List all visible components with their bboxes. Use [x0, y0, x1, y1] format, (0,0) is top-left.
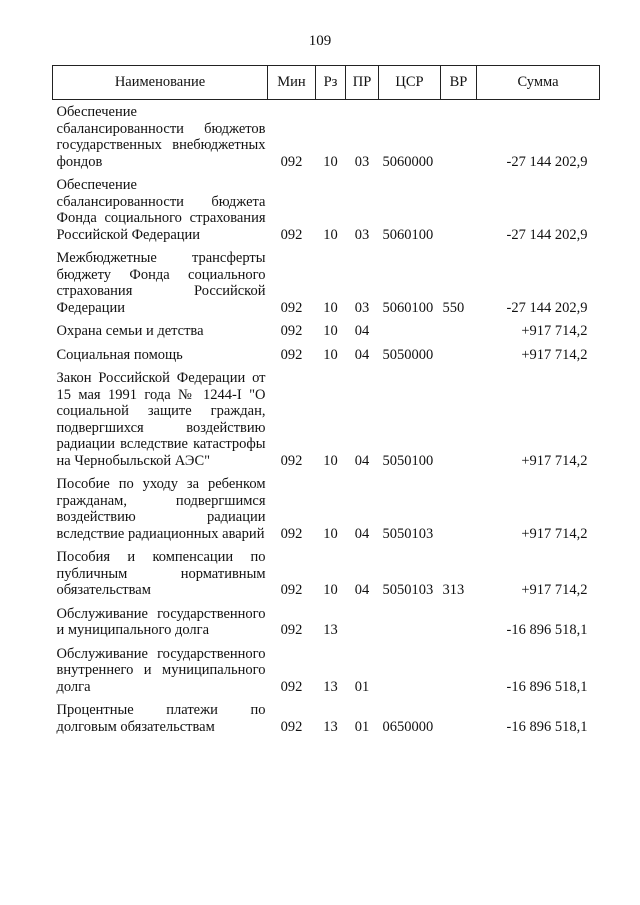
table-row	[53, 246, 600, 319]
row-rz: 13	[323, 678, 338, 695]
table-row	[53, 100, 600, 174]
header-pr: ПР	[346, 66, 379, 100]
row-sum: +917 714,2	[521, 525, 588, 542]
row-csr: 5050000	[382, 346, 434, 363]
table-row	[53, 472, 600, 545]
row-name: Охрана семьи и детства	[56, 323, 204, 339]
row-csr: 5050103	[382, 525, 434, 542]
header-name: Наименование	[53, 66, 268, 100]
row-pr: 04	[354, 346, 370, 363]
header-csr: ЦСР	[379, 66, 441, 100]
row-min: 092	[280, 299, 303, 316]
row-name: Закон Российской Федерации от 15 мая 1991 года № 1244-I "О социальной защите граждан, подвергшихся воздействию радиации вследствие катастрофы на Чернобыльской АЭС"	[56, 370, 266, 469]
row-sum: -27 144 202,9	[506, 226, 588, 243]
header-vr: ВР	[441, 66, 477, 100]
row-vr: 313	[442, 582, 465, 598]
row-min: 092	[280, 718, 303, 735]
row-csr: 5060000	[382, 153, 434, 170]
row-csr: 5050100	[382, 452, 434, 469]
row-vr	[441, 602, 477, 642]
row-sum: +917 714,2	[521, 346, 588, 363]
row-csr: 5060100	[382, 299, 434, 316]
row-pr: 01	[354, 678, 370, 695]
row-vr: 550	[442, 299, 465, 316]
row-min: 092	[280, 323, 303, 339]
row-rz: 13	[323, 622, 338, 638]
row-csr	[379, 319, 441, 343]
row-vr	[441, 472, 477, 545]
row-pr: 04	[354, 452, 370, 469]
row-name: Обслуживание государственного внутреннего и муниципального долга	[56, 645, 266, 695]
row-sum: -16 896 518,1	[506, 622, 588, 638]
row-csr	[379, 602, 441, 642]
row-pr	[346, 602, 379, 642]
row-pr: 03	[354, 153, 370, 170]
row-rz: 10	[323, 582, 338, 598]
row-name: Пособие по уходу за ребенком гражданам, подвергшимся воздействию радиации вследствие радиационных аварий	[56, 476, 266, 542]
row-pr: 03	[354, 226, 370, 243]
row-csr: 0650000	[382, 718, 434, 735]
row-pr: 04	[354, 525, 370, 542]
row-pr: 03	[354, 299, 370, 316]
row-name: Межбюджетные трансферты бюджету Фонда социального страхования Российской Федерации	[56, 250, 266, 316]
row-vr	[441, 343, 477, 367]
table-row	[53, 366, 600, 472]
table-row	[53, 319, 600, 343]
row-sum: -16 896 518,1	[506, 678, 588, 695]
header-min: Мин	[268, 66, 316, 100]
row-sum: +917 714,2	[521, 452, 588, 469]
row-rz: 13	[323, 718, 338, 735]
header-sum: Сумма	[477, 66, 600, 100]
row-name: Пособия и компенсации по публичным нормативным обязательствам	[56, 549, 266, 598]
row-pr: 01	[354, 718, 370, 735]
row-name: Процентные платежи по долговым обязательствам	[56, 702, 266, 735]
table-body	[53, 100, 600, 739]
table-row	[53, 545, 600, 602]
row-rz: 10	[323, 153, 338, 170]
row-rz: 10	[323, 525, 338, 542]
row-csr	[379, 642, 441, 699]
row-sum: -27 144 202,9	[506, 299, 588, 316]
row-name: Социальная помощь	[56, 346, 183, 363]
row-vr	[441, 698, 477, 738]
row-vr	[441, 173, 477, 246]
row-vr	[441, 319, 477, 343]
row-min: 092	[280, 525, 303, 542]
row-min: 092	[280, 582, 303, 598]
row-min: 092	[280, 622, 303, 638]
table-row	[53, 602, 600, 642]
row-name: Обслуживание государственного и муниципального долга	[56, 605, 266, 638]
table-row	[53, 343, 600, 367]
row-rz: 10	[323, 452, 338, 469]
row-rz: 10	[323, 323, 338, 339]
row-min: 092	[280, 153, 303, 170]
row-sum: +917 714,2	[521, 582, 588, 598]
row-sum: -16 896 518,1	[506, 718, 588, 735]
row-vr	[441, 366, 477, 472]
page-number: 109	[308, 33, 332, 49]
table-header	[53, 66, 600, 100]
row-min: 092	[280, 678, 303, 695]
row-csr: 5060100	[382, 226, 434, 243]
row-csr: 5050103	[382, 582, 434, 598]
row-min: 092	[280, 346, 303, 363]
row-min: 092	[280, 226, 303, 243]
row-name: Обеспечение сбалансированности бюджетов государственных внебюджетных фондов	[56, 104, 266, 170]
header-rz: Рз	[316, 66, 346, 100]
row-vr	[441, 642, 477, 699]
row-rz: 10	[323, 346, 338, 363]
row-name: Обеспечение сбалансированности бюджета Фонда социального страхования Российской Федерации	[56, 177, 266, 243]
row-pr: 04	[354, 582, 370, 598]
row-rz: 10	[323, 226, 338, 243]
row-min: 092	[280, 452, 303, 469]
budget-table	[52, 65, 600, 738]
row-sum: -27 144 202,9	[506, 153, 588, 170]
row-rz: 10	[323, 299, 338, 316]
row-vr	[441, 100, 477, 174]
table-row	[53, 642, 600, 699]
row-pr: 04	[354, 323, 370, 339]
table-row	[53, 698, 600, 738]
table-row	[53, 173, 600, 246]
row-sum: +917 714,2	[521, 323, 588, 339]
